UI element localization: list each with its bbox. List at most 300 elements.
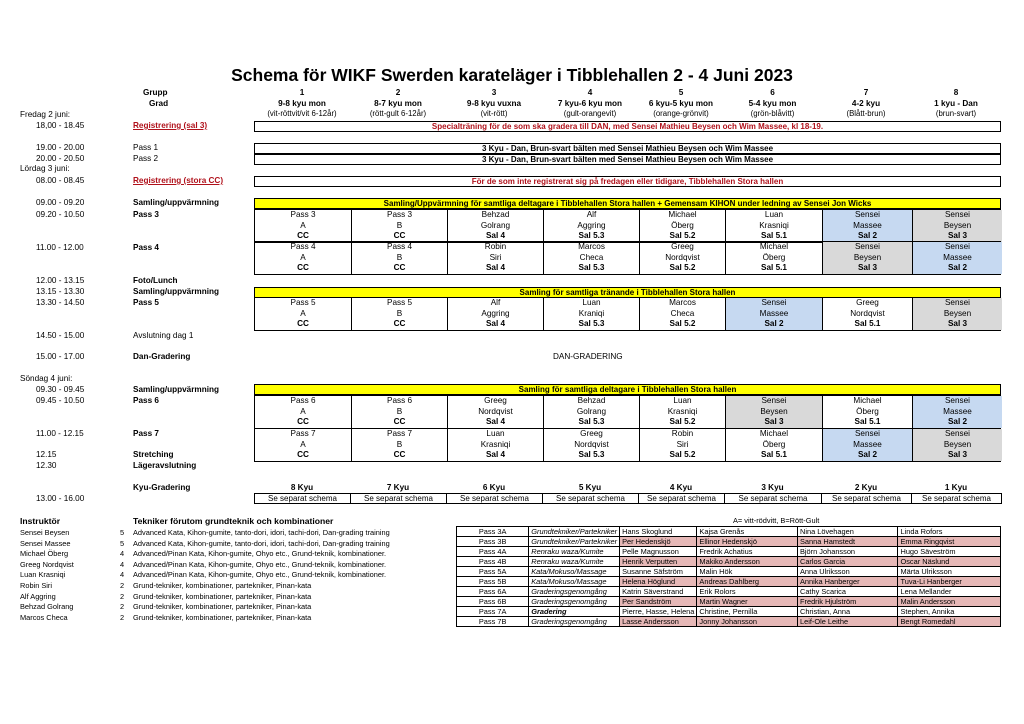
grid-cell-line: Robin xyxy=(671,429,694,438)
grid-cell xyxy=(351,242,447,274)
grade-col-5-desc: (orange-grönvit) xyxy=(653,109,709,118)
pass-cell: Ellinor Hedenskjö xyxy=(697,537,798,547)
pass-cell: Märta Ulriksson xyxy=(898,567,1001,577)
grade-col-3-number: 3 xyxy=(491,88,497,97)
instructor-techniques: Advanced/Pinan Kata, Kihon-gumite, Ohyo etc., Grund-teknik, kombinationer. xyxy=(133,570,387,580)
grade-col-1-kyu: 9-8 kyu mon xyxy=(278,99,326,108)
grid-cell-line: Aggring xyxy=(481,308,510,318)
instructor-level: 4 xyxy=(120,570,125,580)
grid-cell-line: Massee xyxy=(853,439,882,449)
label-r4: Registrering (stora CC) xyxy=(133,176,224,185)
pass-cell: Kata/Mokuso/Massage xyxy=(529,577,620,587)
grid-cell-line: Robin xyxy=(484,242,507,251)
grid-cell-line: Greeg xyxy=(856,298,879,307)
grid-cell-line: Sal 2 xyxy=(947,417,968,426)
grid-pass-4 xyxy=(254,241,1001,275)
time-r19: 13.00 - 16.00 xyxy=(36,494,85,503)
grid-cell-line: Pass 5 xyxy=(290,298,316,307)
kyu-label: 5 Kyu xyxy=(578,483,602,492)
time-r11: 14.50 - 15.00 xyxy=(36,331,85,340)
pass-assignment-table xyxy=(456,526,1001,627)
grid-cell-line: B xyxy=(396,406,403,416)
grid-cell-line: Sal 3 xyxy=(947,231,968,240)
grade-col-4-desc: (gult-orangevit) xyxy=(563,109,617,118)
pass-cell: Björn Johansson xyxy=(797,547,898,557)
grid-cell-line: Luan xyxy=(486,429,505,438)
grid-cell-line: Sal 2 xyxy=(857,450,878,459)
instructor-techniques: Grund-tekniker, kombinationer, partekniker, Pinan-kata xyxy=(133,602,312,612)
grid-cell-line: CC xyxy=(297,417,309,426)
pass-cell: Pelle Magnusson xyxy=(620,547,697,557)
grid-cell-line: Nordqvist xyxy=(574,439,609,449)
label-r14: Pass 6 xyxy=(133,396,159,405)
pass-cell: Christine, Pernilla xyxy=(697,607,798,617)
instructor-name: Marcos Checa xyxy=(20,612,68,622)
instructor-techniques: Grund-tekniker, kombinationer, partekniker, Pinan-kata xyxy=(133,612,312,622)
grid-cell-line: Beysen xyxy=(943,439,972,449)
pass-cell: Pass 5A xyxy=(457,567,529,577)
grid-cell-line: A xyxy=(300,252,306,262)
grid-cell-line: Sal 4 xyxy=(485,319,506,328)
pass-cell: Pass 5B xyxy=(457,577,529,587)
grid-cell-line: CC xyxy=(393,319,406,328)
kyu-schedule-cell: Se separat schema xyxy=(446,493,543,504)
label-r6: Pass 3 xyxy=(133,210,159,219)
pass-cell: Annika Hanberger xyxy=(797,577,898,587)
pass-cell: Christian, Anna xyxy=(797,607,898,617)
grid-cell-line: Greeg xyxy=(484,396,507,405)
grid-cell xyxy=(447,429,543,461)
grid-cell-line: Luan xyxy=(764,210,784,219)
kyu-schedule-cell: Se separat schema xyxy=(911,493,1002,504)
pass-cell: Grundtekniker/Partekniker xyxy=(529,527,620,537)
pass-cell: Henrik Verputten xyxy=(620,557,697,567)
bar-r5: Samling/Uppvärmning för samtliga deltagare i Tibblehallen Stora hallen + Gemensam KIHON under ledning av Sensei Jon Wicks xyxy=(254,198,1001,209)
grid-cell-line: Pass 5 xyxy=(386,298,413,307)
grid-cell-line: Sal 5.3 xyxy=(578,231,605,240)
grid-cell xyxy=(255,396,351,428)
pass-cell: Kata/Mokuso/Massage xyxy=(529,567,620,577)
grade-col-4-kyu: 7 kyu-6 kyu mon xyxy=(557,99,623,108)
grade-col-7-number: 7 xyxy=(863,88,869,97)
grade-col-2-desc: (rött-gult 6-12år) xyxy=(369,109,427,118)
time-r7: 11.00 - 12.00 xyxy=(36,243,84,252)
grid-cell-line: Marcos xyxy=(578,242,605,251)
grid-cell-line: Sal 5.1 xyxy=(761,231,787,240)
grid-cell xyxy=(912,396,1002,428)
grade-col-8-desc: (brun-svart) xyxy=(935,109,977,118)
instructor-techniques: Advanced Kata, Kihon-gumite, tanto-dori, idori, tachi-dori, Dan-grading training xyxy=(133,538,390,548)
time-r15: 11.00 - 12.15 xyxy=(36,429,84,438)
pass-cell: Pass 4A xyxy=(457,547,529,557)
kyu-label: 3 Kyu xyxy=(761,483,784,492)
pass-row xyxy=(457,577,1001,587)
page-title: Schema för WIKF Swerden karateläger i Tibblehallen 2 - 4 Juni 2023 xyxy=(231,65,793,85)
instructor-level: 2 xyxy=(120,581,125,590)
time-r16: 12.15 xyxy=(36,450,57,459)
grid-cell-line: A xyxy=(300,308,306,318)
grid-cell xyxy=(912,242,1002,274)
pass-cell: Bengt Romedahl xyxy=(898,617,1001,627)
instructor-name: Sensei Beysen xyxy=(20,528,70,537)
kyu-schedule-cell: Se separat schema xyxy=(350,493,447,504)
instructor-name: Greeg Nordqvist xyxy=(20,559,74,569)
grid-cell-line: Öberg xyxy=(671,220,694,230)
pass-row xyxy=(457,557,1001,567)
grid-cell-line: Sal 3 xyxy=(947,450,968,459)
pass-cell: Pass 6B xyxy=(457,597,529,607)
label-r3: Pass 2 xyxy=(133,154,159,163)
time-r1: 18,00 - 18.45 xyxy=(36,121,85,130)
grid-cell-line: Pass 6 xyxy=(290,396,316,405)
grid-cell-line: Krasniqi xyxy=(480,439,511,449)
instructor-techniques: Advanced/Pinan Kata, Kihon-gumite, Ohyo etc., Grund-teknik, kombinationer. xyxy=(133,549,387,559)
grid-cell xyxy=(351,210,447,242)
grid-cell-line: Sal 2 xyxy=(947,263,968,272)
grid-cell-line: Luan xyxy=(673,396,692,405)
grid-cell-line: Golrang xyxy=(480,220,511,230)
grid-cell xyxy=(822,396,912,428)
instructor-techniques: Advanced Kata, Kihon-gumite, tanto-dori, idori, tachi-dori, Dan-grading training xyxy=(133,528,390,537)
pass-cell: Pass 3B xyxy=(457,537,529,547)
dan-gradering-text: DAN-GRADERING xyxy=(553,352,623,361)
grid-cell-line: Sensei xyxy=(944,298,971,307)
grid-cell xyxy=(351,298,447,330)
pass-cell: Nina Lövehagen xyxy=(797,527,898,537)
pass-row xyxy=(457,537,1001,547)
grid-cell xyxy=(255,429,351,461)
instructor-name: Sensei Massee xyxy=(20,538,71,548)
pass-cell: Kajsa Grenås xyxy=(697,527,798,537)
grid-cell-line: Beysen xyxy=(943,220,972,230)
pass-cell: Graderingsgenomgång xyxy=(529,597,620,607)
grid-cell xyxy=(639,429,725,461)
grid-cell-line: Siri xyxy=(489,252,502,262)
grid-cell-line: Marcos xyxy=(669,298,696,307)
grade-col-8-kyu: 1 kyu - Dan xyxy=(934,99,978,108)
grade-col-5-kyu: 6 kyu-5 kyu mon xyxy=(648,99,714,108)
grade-col-5-number: 5 xyxy=(678,88,684,97)
grade-col-3-kyu: 9-8 kyu vuxna xyxy=(466,99,522,108)
grid-cell-line: CC xyxy=(393,450,406,459)
grid-cell-line: Öberg xyxy=(856,406,879,416)
grid-cell-line: Nordqvist xyxy=(478,406,513,416)
grade-col-7-desc: (Blått-brun) xyxy=(846,109,886,118)
grid-cell xyxy=(543,429,639,461)
grid-cell xyxy=(912,429,1002,461)
bar-r9: Samling för samtliga tränande i Tibblehallen Stora hallen xyxy=(254,287,1001,298)
grid-cell xyxy=(639,242,725,274)
time-r3: 20.00 - 20.50 xyxy=(36,154,85,163)
bar-r3: 3 Kyu - Dan, Brun-svart bälten med Sensei Mathieu Beysen och Wim Massee xyxy=(254,154,1001,165)
pass-cell: Helena Höglund xyxy=(620,577,697,587)
time-r4: 08.00 - 08.45 xyxy=(36,176,85,185)
grid-cell xyxy=(447,298,543,330)
grid-cell-line: Sal 5.1 xyxy=(854,319,881,328)
pass-cell: Katrin Säverstrand xyxy=(620,587,697,597)
grid-cell-line: Massee xyxy=(759,308,789,318)
grid-cell-line: A xyxy=(300,439,306,449)
grid-cell-line: Sal 3 xyxy=(857,263,878,272)
pass-row xyxy=(457,567,1001,577)
instructor-name: Alf Aggring xyxy=(20,591,56,601)
grid-cell-line: Sal 5.3 xyxy=(578,450,605,459)
pass-row xyxy=(457,607,1001,617)
grid-cell-line: Sal 5.2 xyxy=(669,263,696,272)
time-r14: 09.45 - 10.50 xyxy=(36,396,85,405)
pass-cell: Malin Hök xyxy=(697,567,798,577)
grid-cell-line: Sal 2 xyxy=(857,231,878,240)
grid-cell xyxy=(725,242,822,274)
pass-cell: Grundtekniker/Partekniker xyxy=(529,537,620,547)
grid-cell-line: Sal 5.2 xyxy=(669,417,696,426)
grade-col-1-number: 1 xyxy=(299,88,305,97)
label-r2: Pass 1 xyxy=(133,143,159,152)
day-label-friday: Fredag 2 juni: xyxy=(20,110,71,119)
label-r13: Samling/uppvärmning xyxy=(133,385,219,394)
grid-cell-line: Nordqvist xyxy=(665,252,700,262)
instructor-name: Robin Siri xyxy=(20,581,53,590)
grid-cell-line: CC xyxy=(297,450,309,459)
grid-cell xyxy=(822,298,912,330)
grid-cell xyxy=(543,396,639,428)
bar-r13: Samling för samtliga deltagare i Tibblehallen Stora hallen xyxy=(254,384,1001,395)
grade-col-1-desc: (vit-röttvit/vit 6-12år) xyxy=(267,109,337,118)
grid-cell-line: Sal 3 xyxy=(947,319,968,328)
instructor-techniques: Advanced/Pinan Kata, Kihon-gumite, Ohyo etc., Grund-teknik, kombinationer. xyxy=(133,559,387,569)
grid-cell-line: Sal 5.2 xyxy=(669,450,696,459)
grid-cell-line: Sal 5.2 xyxy=(669,319,696,328)
instructor-name: Michael Öberg xyxy=(20,549,69,559)
grid-cell-line: Sensei xyxy=(944,242,971,251)
instructor-level: 5 xyxy=(120,538,125,548)
day-label-sunday: Söndag 4 juni: xyxy=(20,374,73,383)
pass-row xyxy=(457,597,1001,607)
pass-cell: Pass 4B xyxy=(457,557,529,567)
day-label-saturday: Lördag 3 juni: xyxy=(20,164,70,173)
pass-cell: Erik Rolors xyxy=(697,587,798,597)
instructor-level: 4 xyxy=(120,549,125,559)
pass-cell: Hugo Säveström xyxy=(898,547,1001,557)
pass-cell: Pass 7B xyxy=(457,617,529,627)
grid-cell xyxy=(822,242,912,274)
bar-r1: Specialträning för de som ska gradera till DAN, med Sensei Mathieu Beysen och Wim Massee, kl 18-19. xyxy=(254,121,1001,132)
pass-cell: Makiko Andersson xyxy=(697,557,798,567)
grid-cell-line: Pass 6 xyxy=(386,396,413,405)
grid-cell-line: B xyxy=(396,439,403,449)
grid-pass-7 xyxy=(254,428,1001,462)
pass-cell: Oscar Näslund xyxy=(898,557,1001,567)
time-r10: 13.30 - 14.50 xyxy=(36,298,85,307)
grid-cell-line: Kraniqi xyxy=(578,308,605,318)
instructors-title: Instruktör xyxy=(20,516,61,526)
grid-cell xyxy=(255,242,351,274)
grid-cell xyxy=(543,210,639,242)
grad-label: Grad xyxy=(149,99,169,108)
grid-cell-line: Behzad xyxy=(577,396,606,405)
grid-cell-line: Pass 7 xyxy=(386,429,413,438)
label-r7: Pass 4 xyxy=(133,243,159,252)
grid-cell-line: Pass 7 xyxy=(290,429,316,438)
pass-cell: Malin Andersson xyxy=(898,597,1001,607)
label-r8: Foto/Lunch xyxy=(133,276,178,285)
pass-cell: Martin Wagner xyxy=(697,597,798,607)
grid-cell-line: Sal 4 xyxy=(485,231,506,240)
pass-cell: Per Hedenskjö xyxy=(620,537,697,547)
label-r12: Dan-Gradering xyxy=(133,352,191,361)
grid-cell-line: Massee xyxy=(853,220,882,230)
time-r12: 15.00 - 17.00 xyxy=(36,352,85,361)
grid-cell-line: Michael xyxy=(853,396,882,405)
grid-pass-3 xyxy=(254,209,1001,243)
grade-col-4-number: 4 xyxy=(587,88,593,97)
grid-cell xyxy=(255,210,351,242)
pass-cell: Per Sandström xyxy=(620,597,697,607)
grid-cell xyxy=(255,298,351,330)
grupp-label: Grupp xyxy=(143,88,168,97)
pass-row xyxy=(457,547,1001,557)
instructor-level: 2 xyxy=(120,602,125,612)
grid-cell-line: CC xyxy=(393,231,406,240)
pass-cell: Renraku waza/Kumite xyxy=(529,557,620,567)
grid-cell-line: Sal 4 xyxy=(485,263,506,272)
grid-cell-line: CC xyxy=(393,417,406,426)
pass-cell: Emma Ringqvist xyxy=(898,537,1001,547)
grid-cell-line: CC xyxy=(297,319,309,328)
pass-cell: Pass 3A xyxy=(457,527,529,537)
grade-col-7-kyu: 4-2 kyu xyxy=(851,99,881,108)
pass-row xyxy=(457,587,1001,597)
label-r1: Registrering (sal 3) xyxy=(133,121,208,130)
group-note: A= vitt-rödvitt, B=Rött-Gult xyxy=(733,516,820,525)
pass-cell: Anna Ulriksson xyxy=(797,567,898,577)
grade-col-2-number: 2 xyxy=(395,88,401,97)
label-r9: Samling/uppvärmning xyxy=(133,287,219,296)
pass-cell: Stephen, Annika xyxy=(898,607,1001,617)
grid-pass-6 xyxy=(254,395,1001,429)
grade-col-8-number: 8 xyxy=(953,88,959,97)
instructor-level: 5 xyxy=(120,528,125,537)
grid-pass-5 xyxy=(254,297,1001,331)
grid-cell-line: Sal 5.3 xyxy=(578,263,605,272)
instructor-techniques: Grund-tekniker, kombinationer, partekniker, Pinan-kata xyxy=(133,581,312,590)
grid-cell-line: Pass 3 xyxy=(386,210,413,219)
grade-col-3-desc: (vit-rött) xyxy=(480,109,508,118)
grid-cell-line: Aggring xyxy=(577,220,606,230)
grid-cell-line: Massee xyxy=(943,406,972,416)
grid-cell-line: Pass 4 xyxy=(386,242,413,251)
grid-cell-line: Öberg xyxy=(762,252,786,262)
pass-cell: Pierre, Hasse, Helena xyxy=(620,607,697,617)
kyu-label: 8 Kyu xyxy=(290,483,314,492)
pass-cell: Fredrik Achatius xyxy=(697,547,798,557)
pass-cell: Lasse Andersson xyxy=(620,617,697,627)
grid-cell-line: Sal 2 xyxy=(764,319,784,328)
grid-cell-line: Sal 5.1 xyxy=(761,450,787,459)
grid-cell-line: Nordqvist xyxy=(850,308,885,318)
grid-cell-line: Sal 5.1 xyxy=(761,263,787,272)
grade-col-6-number: 6 xyxy=(770,88,775,97)
grid-cell-line: B xyxy=(396,220,403,230)
grid-cell-line: Michael xyxy=(759,242,789,251)
instructor-level: 2 xyxy=(120,591,125,601)
pass-cell: Graderingsgenomgång xyxy=(529,617,620,627)
pass-row xyxy=(457,527,1001,537)
bar-r2: 3 Kyu - Dan, Brun-svart bälten med Sensei Mathieu Beysen och Wim Massee xyxy=(254,143,1001,154)
grid-cell xyxy=(639,298,725,330)
pass-row xyxy=(457,617,1001,627)
grid-cell-line: Sal 3 xyxy=(764,417,784,426)
techniques-title: Tekniker förutom grundteknik och kombinationer xyxy=(133,516,334,526)
grid-cell xyxy=(639,396,725,428)
grid-cell-line: Sensei xyxy=(944,396,971,405)
pass-cell: Cathy Scarica xyxy=(797,587,898,597)
grid-cell-line: Sal 5.2 xyxy=(669,231,696,240)
grid-cell-line: Checa xyxy=(579,252,604,262)
grid-cell-line: CC xyxy=(297,231,309,240)
instructor-level: 2 xyxy=(120,612,125,622)
grid-cell-line: CC xyxy=(393,263,406,272)
grid-cell xyxy=(725,429,822,461)
grid-cell xyxy=(639,210,725,242)
grid-cell xyxy=(447,210,543,242)
kyu-schedule-cell: Se separat schema xyxy=(724,493,822,504)
grid-cell-line: Checa xyxy=(670,308,695,318)
grid-cell-line: Pass 3 xyxy=(290,210,316,219)
pass-cell: Graderingsgenomgång xyxy=(529,587,620,597)
instructor-level: 4 xyxy=(120,559,125,569)
instructor-techniques: Grund-tekniker, kombinationer, partekniker, Pinan-kata xyxy=(133,591,312,601)
grid-cell-line: Michael xyxy=(759,429,789,438)
instructor-name: Luan Krasniqi xyxy=(20,570,66,580)
pass-cell: Tuva-Li Hanberger xyxy=(898,577,1001,587)
kyu-label: 7 Kyu xyxy=(386,483,410,492)
label-r17: Lägeravslutning xyxy=(133,461,197,470)
pass-cell: Andreas Dahlberg xyxy=(697,577,798,587)
grid-cell-line: Greeg xyxy=(671,242,694,251)
grid-cell-line: Pass 4 xyxy=(290,242,316,251)
time-r13: 09.30 - 09.45 xyxy=(36,385,85,394)
pass-cell: Renraku waza/Kumite xyxy=(529,547,620,557)
pass-cell: Leif-Ole Leithe xyxy=(797,617,898,627)
grid-cell-line: B xyxy=(396,252,403,262)
time-r6: 09.20 - 10.50 xyxy=(36,210,85,219)
grid-cell-line: Sensei xyxy=(854,429,881,438)
label-r16: Stretching xyxy=(133,450,174,459)
grid-cell-line: A xyxy=(300,406,306,416)
kyu-grading-schedule xyxy=(254,493,1001,504)
time-r5: 09.00 - 09.20 xyxy=(36,198,85,207)
kyu-label: 4 Kyu xyxy=(669,483,693,492)
pass-cell: Lena Mellander xyxy=(898,587,1001,597)
grid-cell-line: Sal 4 xyxy=(485,450,506,459)
kyu-schedule-cell: Se separat schema xyxy=(821,493,912,504)
grid-cell xyxy=(912,298,1002,330)
time-r9: 13.15 - 13.30 xyxy=(36,287,85,296)
pass-cell: Gradering xyxy=(529,607,620,617)
grid-cell xyxy=(725,298,822,330)
pass-cell: Linda Rofors xyxy=(898,527,1001,537)
kyu-grading-labels xyxy=(254,483,1001,493)
time-r8: 12.00 - 13.15 xyxy=(36,276,85,285)
label-r15: Pass 7 xyxy=(133,429,159,438)
grid-cell xyxy=(725,210,822,242)
grid-cell-line: Alf xyxy=(490,298,501,307)
label-r18: Kyu-Gradering xyxy=(133,483,191,492)
grid-cell-line: Beysen xyxy=(853,252,882,262)
grid-cell-line: Sensei xyxy=(854,210,881,219)
label-r10: Pass 5 xyxy=(133,298,159,307)
